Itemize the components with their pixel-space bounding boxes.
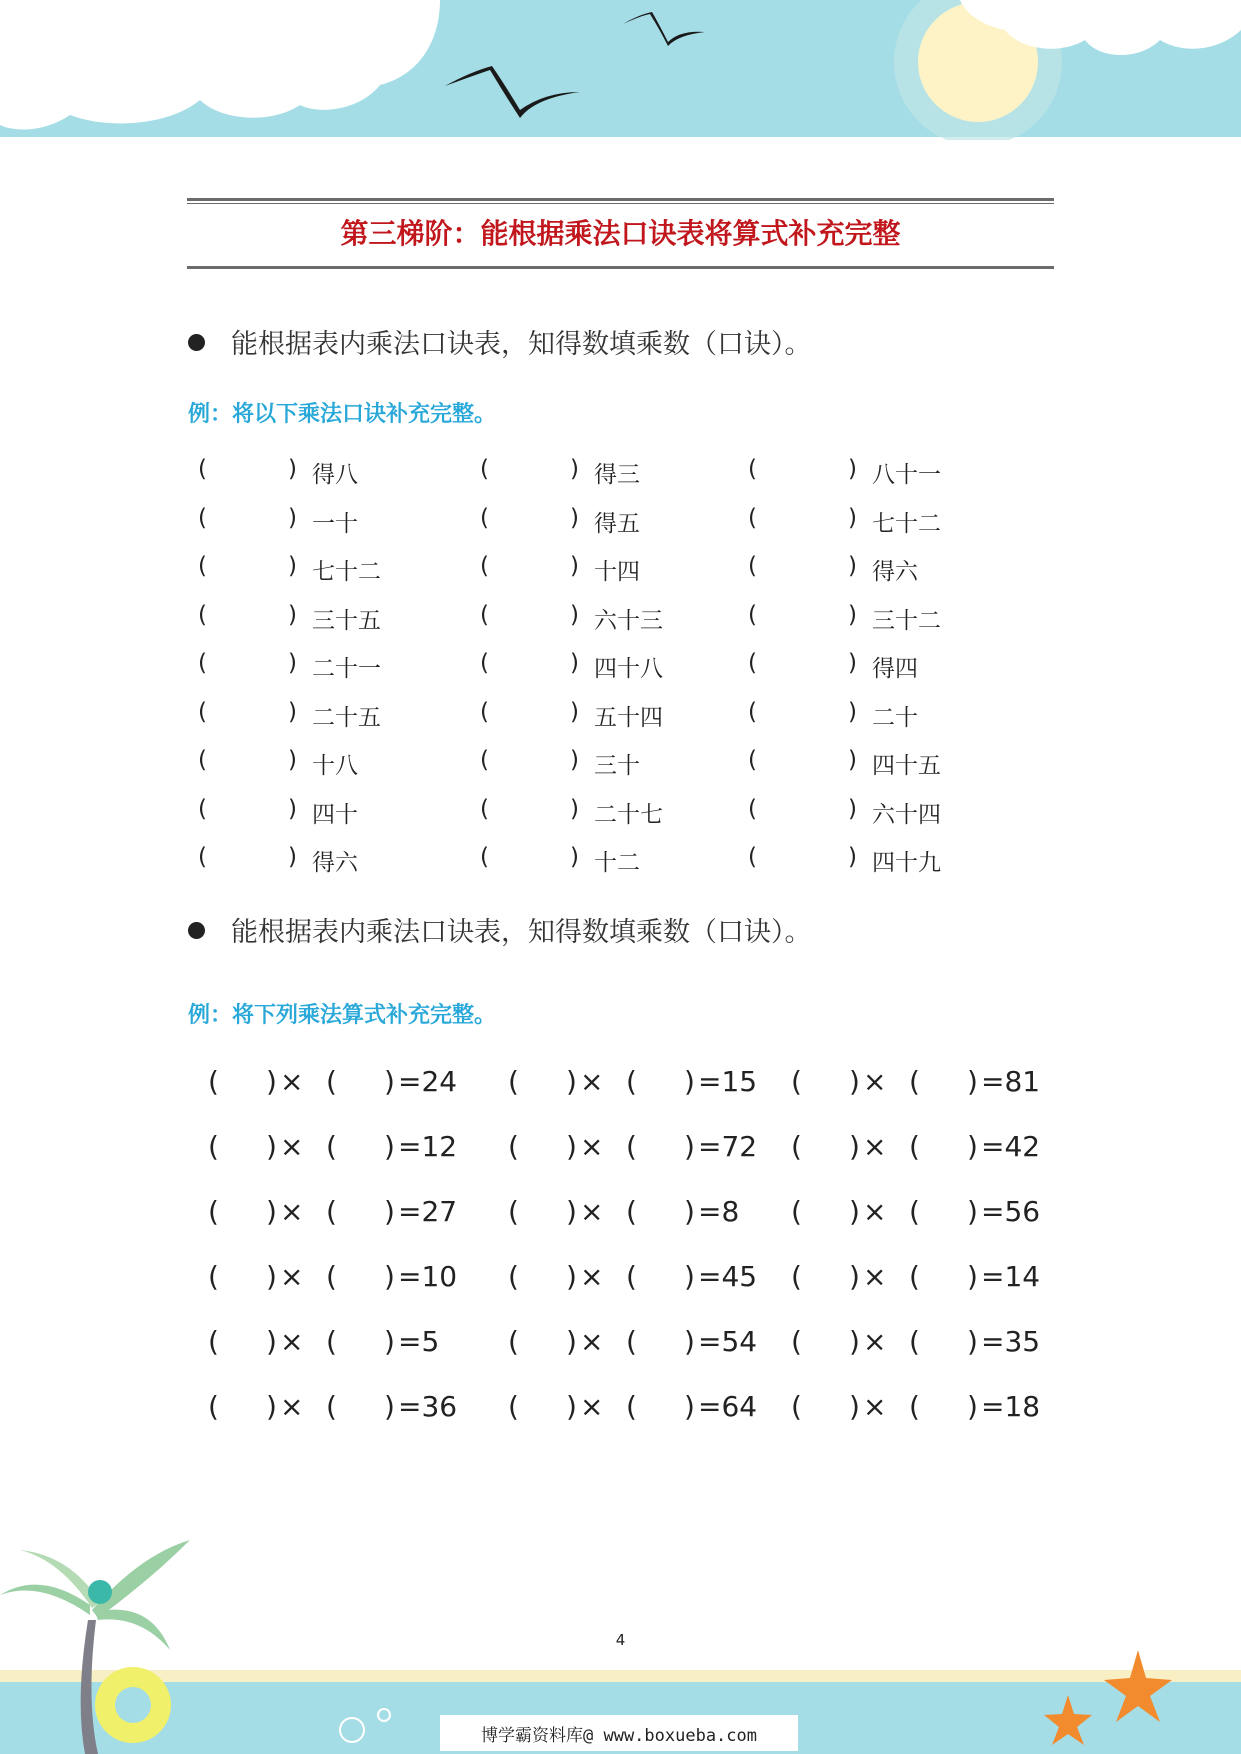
- blank-close-paren: ): [266, 1390, 277, 1423]
- verse-text: 得三: [594, 462, 640, 488]
- blank-open-paren[interactable]: (: [480, 747, 489, 773]
- blank-close-paren: ): [967, 1325, 978, 1358]
- equation-result: =56: [981, 1195, 1041, 1228]
- blank-open-paren[interactable]: (: [909, 1130, 920, 1163]
- bullet-icon: [188, 922, 205, 939]
- blank-open-paren[interactable]: (: [791, 1260, 802, 1293]
- top-sky-banner: [0, 0, 1241, 140]
- section1-bullet-text: 能根据表内乘法口诀表，知得数填乘数（口诀）。: [231, 329, 812, 360]
- blank-open-paren[interactable]: (: [198, 553, 207, 579]
- blank-close-paren: ): [684, 1260, 695, 1293]
- blank-open-paren[interactable]: (: [626, 1325, 637, 1358]
- verse-text: 二十七: [594, 801, 663, 828]
- blank-close-paren: ): [848, 553, 857, 579]
- blank-open-paren[interactable]: (: [198, 844, 207, 870]
- blank-open-paren[interactable]: (: [626, 1260, 637, 1293]
- blank-close-paren: ): [684, 1325, 695, 1358]
- blank-close-paren: ): [566, 1390, 577, 1423]
- verse-text: 四十八: [594, 656, 663, 682]
- blank-close-paren: ): [288, 456, 297, 482]
- blank-close-paren: ): [849, 1260, 860, 1293]
- equation-result: =24: [398, 1065, 458, 1098]
- blank-open-paren[interactable]: (: [626, 1065, 637, 1098]
- blank-open-paren[interactable]: (: [791, 1195, 802, 1228]
- title-rule-top: [187, 198, 1054, 201]
- title-rule-top-thin: [187, 203, 1054, 204]
- verse-text: 二十五: [312, 704, 381, 731]
- blank-close-paren: ): [288, 747, 297, 773]
- blank-close-paren: ): [566, 1130, 577, 1163]
- verse-text: 四十: [312, 801, 358, 828]
- verse-text: 三十五: [312, 607, 381, 634]
- blank-open-paren[interactable]: (: [791, 1325, 802, 1358]
- blank-close-paren: ): [684, 1065, 695, 1098]
- multiply-icon: ×: [580, 1390, 604, 1423]
- blank-open-paren[interactable]: (: [909, 1325, 920, 1358]
- blank-close-paren: ): [570, 844, 579, 870]
- blank-close-paren: ): [288, 698, 297, 725]
- blank-open-paren[interactable]: (: [480, 553, 489, 579]
- blank-open-paren[interactable]: (: [198, 650, 207, 676]
- blank-close-paren: ): [288, 844, 297, 870]
- equation-result: =27: [398, 1195, 458, 1228]
- multiply-icon: ×: [580, 1130, 604, 1163]
- verse-text: 五十四: [594, 704, 663, 731]
- equation-result: =72: [698, 1130, 758, 1163]
- blank-open-paren[interactable]: (: [748, 747, 757, 773]
- equation-result: =12: [398, 1130, 458, 1163]
- equation-result: =35: [981, 1325, 1041, 1358]
- blank-close-paren: ): [967, 1065, 978, 1098]
- blank-open-paren[interactable]: (: [326, 1260, 337, 1293]
- verse-text: 十八: [312, 753, 358, 779]
- blank-open-paren[interactable]: (: [480, 698, 489, 725]
- blank-close-paren: ): [967, 1390, 978, 1423]
- blank-open-paren[interactable]: (: [508, 1325, 519, 1358]
- blank-close-paren: ): [266, 1065, 277, 1098]
- blank-open-paren[interactable]: (: [326, 1065, 337, 1098]
- blank-open-paren[interactable]: (: [626, 1130, 637, 1163]
- blank-open-paren[interactable]: (: [748, 844, 757, 870]
- blank-close-paren: ): [384, 1325, 395, 1358]
- multiply-icon: ×: [580, 1260, 604, 1293]
- blank-open-paren[interactable]: (: [208, 1260, 219, 1293]
- verse-text: 二十一: [312, 656, 381, 682]
- verse-text: 七十二: [872, 510, 941, 537]
- blank-open-paren[interactable]: (: [198, 747, 207, 773]
- blank-open-paren[interactable]: (: [909, 1260, 920, 1293]
- blank-close-paren: ): [266, 1260, 277, 1293]
- blank-close-paren: ): [570, 601, 579, 628]
- blank-close-paren: ): [384, 1260, 395, 1293]
- equation-result: =81: [981, 1065, 1041, 1098]
- verse-text: 得八: [312, 462, 358, 488]
- equation-result: =45: [698, 1260, 758, 1293]
- multiply-icon: ×: [280, 1065, 304, 1098]
- blank-close-paren: ): [684, 1195, 695, 1228]
- blank-open-paren[interactable]: (: [326, 1195, 337, 1228]
- blank-open-paren[interactable]: (: [508, 1130, 519, 1163]
- blank-close-paren: ): [384, 1195, 395, 1228]
- equation-result: =8: [698, 1195, 740, 1228]
- verse-text: 八十一: [872, 462, 941, 488]
- blank-open-paren[interactable]: (: [748, 456, 757, 482]
- verse-text: 四十九: [872, 850, 941, 876]
- section1-example: 例：将以下乘法口诀补充完整。: [188, 402, 497, 427]
- blank-open-paren[interactable]: (: [480, 795, 489, 822]
- blank-open-paren[interactable]: (: [909, 1195, 920, 1228]
- blank-open-paren[interactable]: (: [208, 1065, 219, 1098]
- blank-close-paren: ): [566, 1325, 577, 1358]
- blank-open-paren[interactable]: (: [480, 601, 489, 628]
- blank-close-paren: ): [849, 1065, 860, 1098]
- blank-close-paren: ): [967, 1130, 978, 1163]
- blank-close-paren: ): [849, 1195, 860, 1228]
- blank-open-paren[interactable]: (: [198, 456, 207, 482]
- blank-open-paren[interactable]: (: [909, 1065, 920, 1098]
- blank-close-paren: ): [288, 504, 297, 531]
- blank-close-paren: ): [967, 1260, 978, 1293]
- equation-result: =5: [398, 1325, 440, 1358]
- blank-close-paren: ): [288, 553, 297, 579]
- equation-result: =10: [398, 1260, 458, 1293]
- multiply-icon: ×: [280, 1325, 304, 1358]
- blank-close-paren: ): [848, 601, 857, 628]
- section2-bullet-text: 能根据表内乘法口诀表，知得数填乘数（口诀）。: [231, 917, 812, 948]
- blank-open-paren[interactable]: (: [748, 553, 757, 579]
- blank-close-paren: ): [848, 844, 857, 870]
- equation-result: =18: [981, 1390, 1041, 1423]
- blank-close-paren: ): [570, 504, 579, 531]
- blank-close-paren: ): [288, 601, 297, 628]
- blank-close-paren: ): [967, 1195, 978, 1228]
- blank-close-paren: ): [384, 1130, 395, 1163]
- equation-result: =14: [981, 1260, 1041, 1293]
- blank-open-paren[interactable]: (: [198, 698, 207, 725]
- blank-close-paren: ): [266, 1130, 277, 1163]
- blank-close-paren: ): [288, 795, 297, 822]
- blank-close-paren: ): [849, 1130, 860, 1163]
- verse-text: 得六: [312, 850, 358, 876]
- blank-open-paren[interactable]: (: [480, 650, 489, 676]
- blank-close-paren: ): [566, 1260, 577, 1293]
- page-title: 第三梯阶：能根据乘法口诀表将算式补充完整: [340, 217, 901, 250]
- blank-open-paren[interactable]: (: [198, 795, 207, 822]
- verse-text: 得六: [872, 559, 918, 585]
- bullet-icon: [188, 334, 205, 351]
- verse-text: 十二: [594, 850, 640, 876]
- blank-close-paren: ): [570, 795, 579, 822]
- section2-example: 例：将下列乘法算式补充完整。: [188, 1003, 497, 1028]
- verse-text: 一十: [312, 510, 358, 537]
- blank-open-paren[interactable]: (: [208, 1325, 219, 1358]
- verse-text: 十四: [594, 559, 640, 585]
- blank-close-paren: ): [570, 698, 579, 725]
- verse-text: 三十二: [872, 607, 941, 634]
- blank-open-paren[interactable]: (: [198, 601, 207, 628]
- multiply-icon: ×: [280, 1130, 304, 1163]
- footer-watermark: 博学霸资料库@ www.boxueba.com: [481, 1726, 757, 1746]
- multiply-icon: ×: [863, 1130, 887, 1163]
- blank-open-paren[interactable]: (: [508, 1390, 519, 1423]
- blank-open-paren[interactable]: (: [748, 504, 757, 531]
- section2-bullet: [188, 910, 812, 949]
- blank-open-paren[interactable]: (: [480, 504, 489, 531]
- equation-result: =64: [698, 1390, 758, 1423]
- blank-open-paren[interactable]: (: [508, 1065, 519, 1098]
- multiply-icon: ×: [863, 1390, 887, 1423]
- verse-text: 四十五: [872, 753, 941, 779]
- page-number: 4: [615, 1631, 626, 1649]
- blank-close-paren: ): [684, 1390, 695, 1423]
- equation-result: =42: [981, 1130, 1041, 1163]
- blank-open-paren[interactable]: (: [791, 1065, 802, 1098]
- blank-open-paren[interactable]: (: [909, 1390, 920, 1423]
- blank-close-paren: ): [266, 1325, 277, 1358]
- verse-text: 得四: [872, 656, 918, 682]
- blank-open-paren[interactable]: (: [326, 1325, 337, 1358]
- blank-close-paren: ): [848, 747, 857, 773]
- blank-close-paren: ): [848, 504, 857, 531]
- equation-result: =36: [398, 1390, 458, 1423]
- multiply-icon: ×: [280, 1260, 304, 1293]
- verse-text: 三十: [594, 753, 640, 779]
- blank-open-paren[interactable]: (: [748, 650, 757, 676]
- verse-text: 六十四: [872, 801, 941, 828]
- life-ring-icon: [95, 1667, 171, 1743]
- equation-result: =15: [698, 1065, 758, 1098]
- blank-open-paren[interactable]: (: [748, 601, 757, 628]
- blank-close-paren: ): [384, 1065, 395, 1098]
- blank-close-paren: ): [570, 747, 579, 773]
- blank-close-paren: ): [566, 1065, 577, 1098]
- blank-close-paren: ): [848, 650, 857, 676]
- multiply-icon: ×: [580, 1195, 604, 1228]
- blank-close-paren: ): [566, 1195, 577, 1228]
- multiply-icon: ×: [580, 1065, 604, 1098]
- blank-close-paren: ): [384, 1390, 395, 1423]
- multiply-icon: ×: [280, 1195, 304, 1228]
- blank-close-paren: ): [684, 1130, 695, 1163]
- blank-open-paren[interactable]: (: [791, 1130, 802, 1163]
- blank-open-paren[interactable]: (: [208, 1130, 219, 1163]
- blank-open-paren[interactable]: (: [791, 1390, 802, 1423]
- blank-open-paren[interactable]: (: [626, 1390, 637, 1423]
- blank-close-paren: ): [848, 698, 857, 725]
- blank-open-paren[interactable]: (: [198, 504, 207, 531]
- verse-text: 七十二: [312, 559, 381, 585]
- multiply-icon: ×: [863, 1260, 887, 1293]
- blank-open-paren[interactable]: (: [748, 698, 757, 725]
- blank-close-paren: ): [288, 650, 297, 676]
- blank-open-paren[interactable]: (: [208, 1390, 219, 1423]
- verse-text: 二十: [872, 704, 918, 731]
- blank-open-paren[interactable]: (: [326, 1130, 337, 1163]
- multiply-icon: ×: [863, 1065, 887, 1098]
- blank-open-paren[interactable]: (: [508, 1195, 519, 1228]
- blank-open-paren[interactable]: (: [208, 1195, 219, 1228]
- blank-open-paren[interactable]: (: [480, 844, 489, 870]
- blank-open-paren[interactable]: (: [326, 1390, 337, 1423]
- equation-result: =54: [698, 1325, 758, 1358]
- verse-text: 六十三: [594, 607, 663, 634]
- blank-open-paren[interactable]: (: [480, 456, 489, 482]
- blank-open-paren[interactable]: (: [626, 1195, 637, 1228]
- multiply-icon: ×: [580, 1325, 604, 1358]
- blank-close-paren: ): [848, 456, 857, 482]
- blank-close-paren: ): [849, 1390, 860, 1423]
- blank-close-paren: ): [266, 1195, 277, 1228]
- multiply-icon: ×: [863, 1195, 887, 1228]
- blank-close-paren: ): [570, 456, 579, 482]
- blank-close-paren: ): [849, 1325, 860, 1358]
- blank-close-paren: ): [848, 795, 857, 822]
- blank-close-paren: ): [570, 650, 579, 676]
- blank-open-paren[interactable]: (: [508, 1260, 519, 1293]
- verse-text: 得五: [594, 510, 640, 537]
- section1-bullet: [188, 322, 812, 361]
- multiply-icon: ×: [280, 1390, 304, 1423]
- blank-close-paren: ): [570, 553, 579, 579]
- title-rule-bottom: [187, 266, 1054, 269]
- blank-open-paren[interactable]: (: [748, 795, 757, 822]
- multiply-icon: ×: [863, 1325, 887, 1358]
